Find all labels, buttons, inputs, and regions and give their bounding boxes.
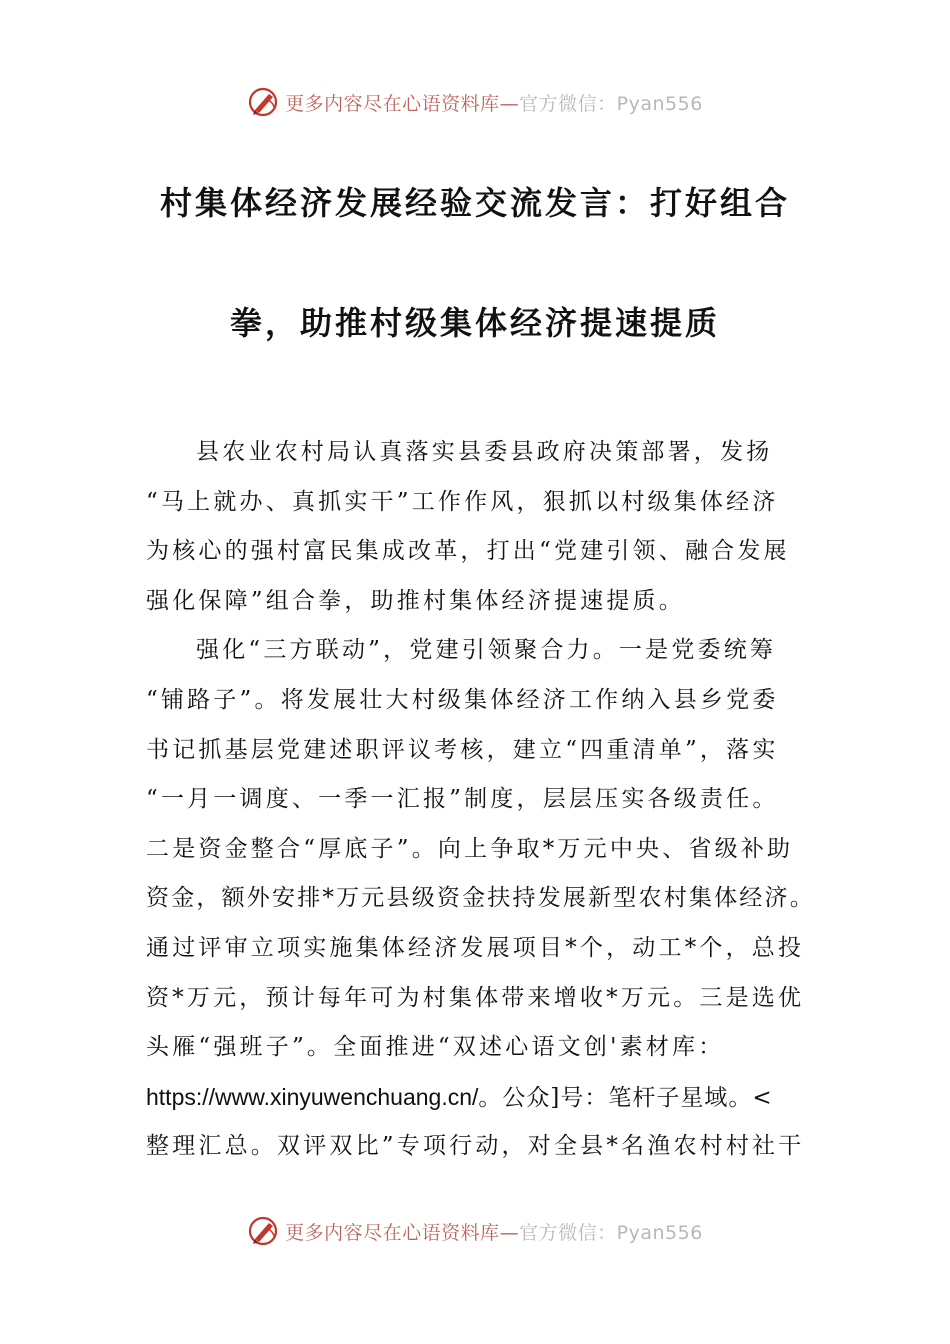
document-title-line-2: 拳，助推村级集体经济提速提质 [229, 304, 720, 342]
body-line: “一月一调度、一季一汇报”制度，层层压实各级责任。 [146, 786, 779, 813]
body-line: 强化“三方联动”，党建引领聚合力。一是党委统筹 [196, 637, 777, 664]
body-line: 为核心的强村富民集成改革，打出“党建引领、融合发展 [146, 538, 790, 565]
body-line: 整理汇总。双评双比”专项行动，对全县*名渔农村村社干 [146, 1133, 805, 1160]
body-url-line-rest: 。公众]号：笔杆子星域。< [478, 1084, 773, 1111]
body-text [146, 428, 826, 1172]
body-line: 资*万元，预计每年可为村集体带来增收*万元。三是选优 [146, 984, 805, 1011]
header-banner [0, 82, 950, 122]
body-line: “铺路子”。将发展壮大村级集体经济工作纳入县乡党委 [146, 686, 779, 713]
footer-banner-text: 更多内容尽在心语资料库—官方微信：Pyan556 [285, 1221, 703, 1244]
website-link[interactable]: https://www.xinyuwenchuang.cn/ [146, 1083, 479, 1110]
footer-banner [0, 1211, 950, 1251]
body-line: 强化保障”组合拳，助推村集体经济提速提质。 [146, 587, 685, 614]
pen-logo-icon [247, 1214, 281, 1248]
pen-logo-icon [247, 85, 281, 119]
header-banner-text: 更多内容尽在心语资料库—官方微信：Pyan556 [285, 92, 703, 115]
body-line: 县农业农村局认真落实县委县政府决策部署，发扬 [196, 439, 773, 465]
body-line: 头雁“强班子”。全面推进“双述心语文创'素材库： [146, 1034, 725, 1061]
document-title-line-1: 村集体经济发展经验交流发言：打好组合 [159, 184, 790, 222]
body-line: “马上就办、真抓实干”工作作风，狠抓以村级集体经济 [146, 488, 779, 515]
body-line: 书记抓基层党建述职评议考核，建立“四重清单”，落实 [146, 736, 779, 763]
body-line: 二是资金整合“厚底子”。向上争取*万元中央、省级补助 [146, 835, 794, 862]
body-url-line [146, 1073, 826, 1123]
body-line: 通过评审立项实施集体经济发展项目*个，动工*个，总投 [146, 934, 805, 961]
body-line: 资金，额外安排*万元县级资金扶持发展新型农村集体经济。 [146, 885, 815, 912]
